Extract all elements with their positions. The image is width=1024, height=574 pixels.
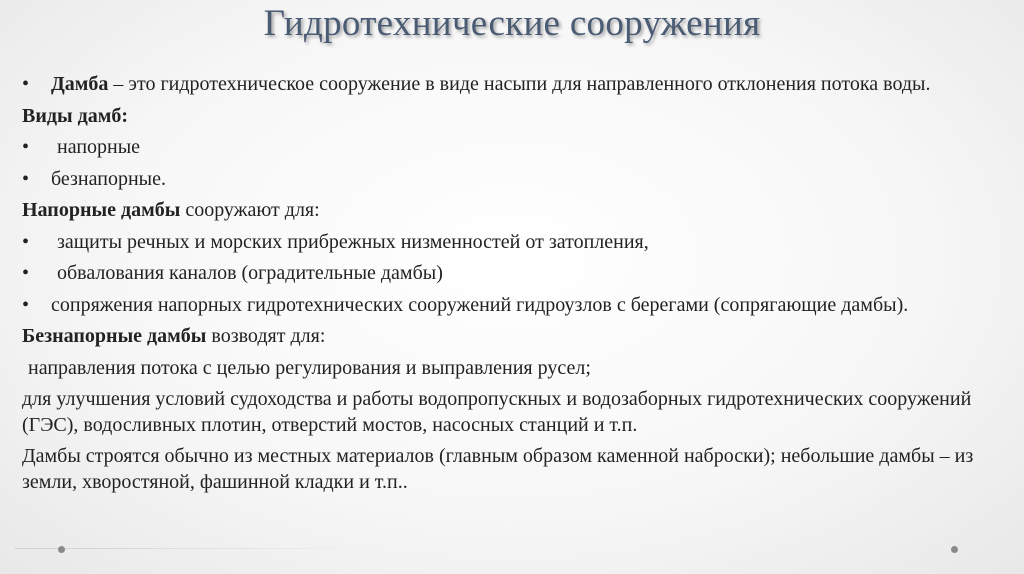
type-item-text: безнапорные. (51, 167, 166, 190)
types-heading: Виды дамб: (22, 104, 128, 127)
decorative-line (15, 548, 375, 549)
nonpressure-rest: возводят для: (206, 325, 326, 347)
slide-title: Гидротехнические сооружения (263, 3, 761, 44)
pressure-item-text: сопряжения напорных гидротехнических сооружений гидроузлов с берегами (сопрягающие дамбы). (51, 293, 909, 316)
pressure-item (22, 261, 1002, 287)
pressure-item-text: защиты речных и морских прибрежных низменностей от затопления, (57, 230, 649, 253)
right-dot-icon (951, 546, 958, 553)
pressure-item-text: обвалования каналов (оградительные дамбы) (57, 262, 443, 284)
pressure-rest: сооружают для: (180, 199, 320, 221)
intro-definition: – это гидротехническое сооружение в виде насыпи для направленного отклонения потока воды. (108, 73, 931, 95)
bullet-dot: • (22, 167, 30, 190)
bullet-dot: • (22, 136, 30, 158)
nonpressure-term: Безнапорные дамбы (22, 325, 207, 347)
pressure-term: Напорные дамбы (22, 199, 181, 221)
nonpressure-item: направления потока с целью регулирования и выправления русел; (28, 356, 591, 379)
left-dot-icon (58, 546, 65, 553)
type-item-text: напорные (57, 136, 141, 158)
intro-term: Дамба (51, 73, 109, 95)
bullet-dot: • (22, 262, 30, 284)
pressure-item (22, 230, 1002, 256)
closing-paragraph: Дамбы строятся обычно из местных материалов (главным образом каменной наброски); небольшие дамбы – из земли, хворостяной, фашинной кладки и т.п.. (22, 445, 974, 493)
type-item (22, 135, 1002, 161)
intro-bullet (22, 72, 1002, 98)
bullet-dot: • (22, 73, 30, 95)
nonpressure-item: для улучшения условий судоходства и работы водопропускных и водозаборных гидротехнических сооружений (ГЭС), водосливных плотин, отверстий мостов, насосных станций и т.п. (22, 388, 972, 436)
intro-text (51, 73, 930, 95)
pressure-heading (22, 198, 1002, 224)
bullet-dot: • (22, 230, 30, 253)
slide-content (22, 72, 1002, 501)
type-item (22, 167, 1002, 193)
nonpressure-heading (22, 324, 1002, 350)
bullet-dot: • (22, 293, 30, 316)
pressure-item (22, 293, 1002, 319)
